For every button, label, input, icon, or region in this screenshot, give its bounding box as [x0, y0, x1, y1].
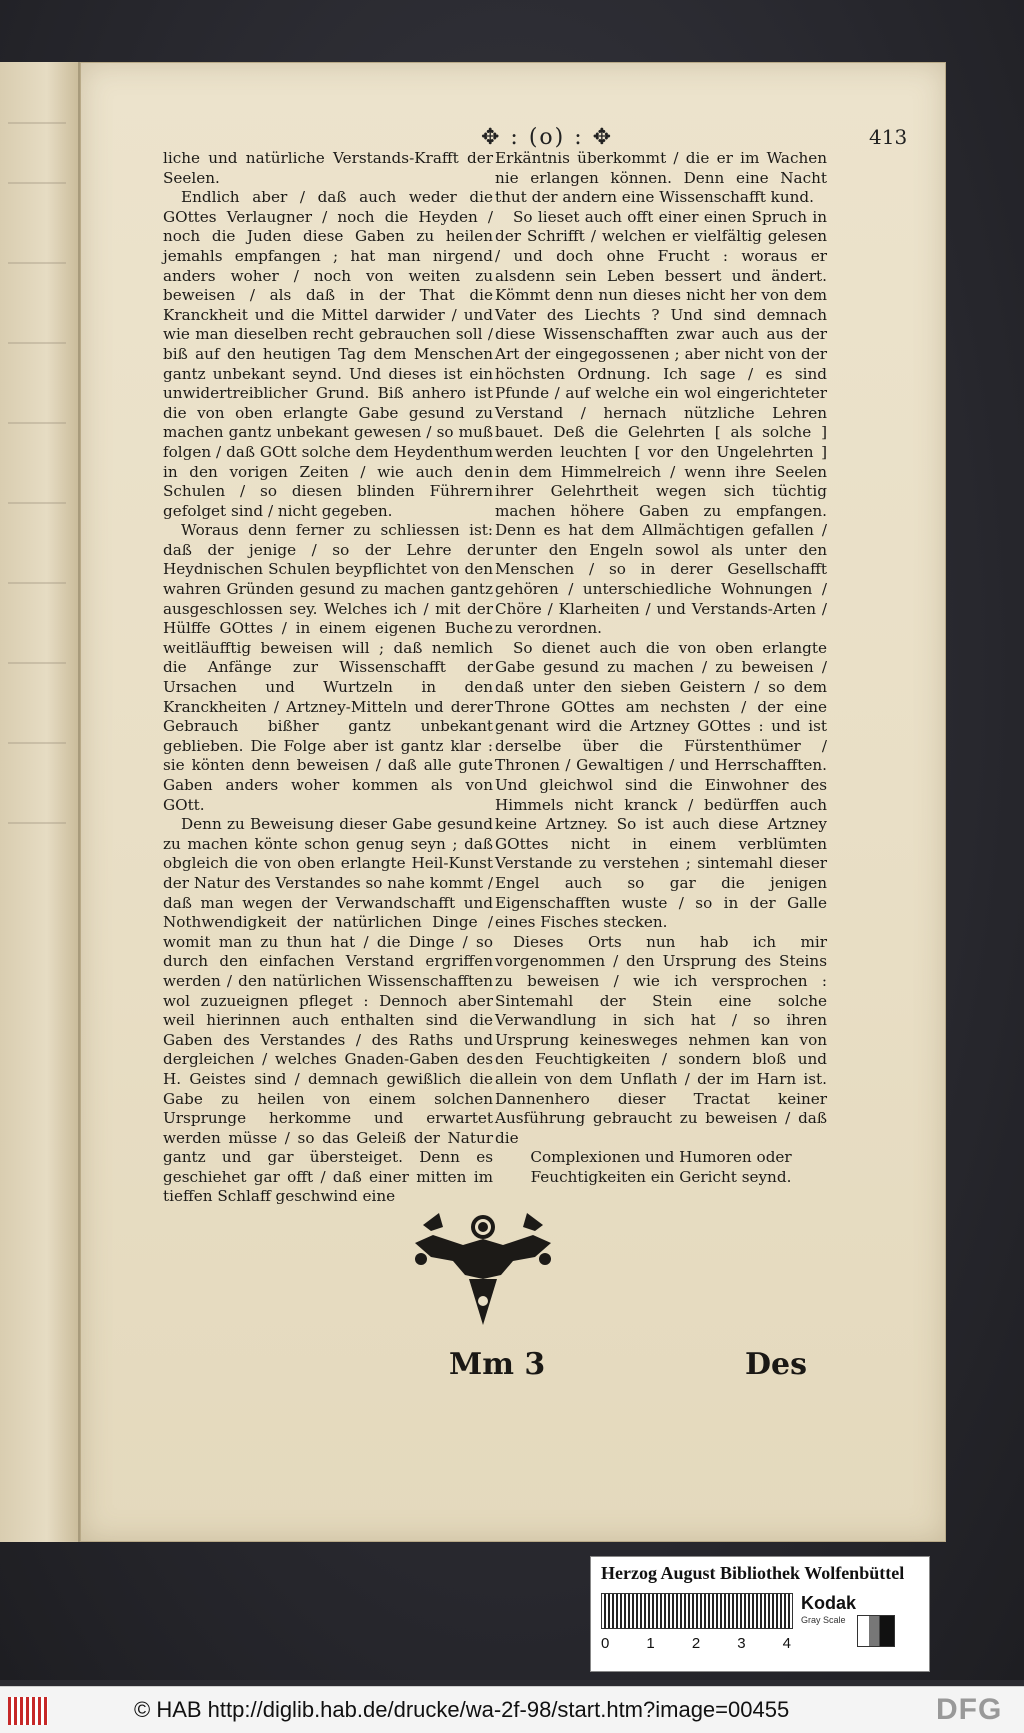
catchword: Des [745, 1347, 807, 1382]
paragraph: Endlich aber / daß auch weder die GOttes Verlaugner / noch die Heyden / noch die Juden diese Gaben zu heilen jemahls empfangen ; hat man nirgend anders woher / noch von weiten zu beweisen / als daß in der That die Kranckheit und die Mittel darwider / und wie man dieselben recht gebrauchen soll / biß auf den heutigen Tag dem Menschen gantz unbekant seynd. Und dieses ist ein unwidertreiblicher Grund. Biß anhero ist die von oben erlangte Gabe gesund zu machen gantz unbekant gewesen / so muß folgen / daß GOtt solche dem Heydenthum in den vorigen Zeiten / wie auch den Schulen / so diesen blinden Führern gefolget sind / nicht gegeben. [163, 188, 493, 520]
paragraph: Dieses Orts nun hab ich mir vorgenommen / den Ursprung des Steins zu beweisen / wie ich versprochen : Sintemahl der Stein eine solche Verwandlung in sich hat / so ihren Ursprung keinesweges nehmen kan von den Feuchtigkeiten / sondern bloß und allein von dem Unflath / der im Harn ist. Dannenhero dieser Tractat keiner Ausführung gebraucht zu beweisen / daß die [495, 932, 827, 1147]
gray-scale-label: Gray Scale [801, 1615, 846, 1625]
paragraph: Denn zu Beweisung dieser Gabe gesund zu machen könte schon genug seyn ; daß obgleich die von oben erlangte Heil-Kunst der Natur des Verstandes so nahe kommt / daß man wegen der Verwandschafft und Nothwendigkeit der natürlichen Dinge / womit man zu thun hat / die Dinge / so durch den einfachen Verstand ergriffen werden / den natürlichen Wissenschafften wol zuzueignen pfleget : Dennoch aber weil hierinnen auch enthalten sind die Gaben des Verstandes / des Raths und dergleichen / welches Gnaden-Gaben des H. Geistes sind / demnach gewißlich die Gabe zu heilen von einem solchen Ursprunge herkomme und erwartet werden müsse / so das Geleiß der Natur gantz und gar übersteiget. Denn es geschiehet gar offt / daß einer mitten im tieffen Schlaff geschwind eine [163, 815, 493, 1206]
page-number: 413 [869, 125, 908, 149]
paragraph: liche und natürliche Verstands-Krafft der Seelen. [163, 149, 493, 187]
closing-lines: Complexionen und Humoren oder Feuchtigkeiten ein Gericht seynd. [530, 1148, 792, 1186]
ruler-scale [601, 1593, 793, 1629]
scale-numbers: 0 1 2 3 4 [601, 1635, 791, 1652]
paragraph: Erkäntnis überkommt / die er im Wachen nie erlangen können. Denn eine Nacht thut der andern eine Wissenschafft kund. [495, 149, 827, 207]
header-ornament: ✥ : (o) : ✥ [481, 125, 614, 150]
paragraph: So dienet auch die von oben erlangte Gabe gesund zu machen / zu beweisen / daß unter den sieben Geistern / so dem Throne GOttes am nechsten / der eine genant wird die Artzney GOttes : und ist derselbe über die Fürstenthümer / Thronen / Gewaltigen / und Herrschafften. Und gleichwol sind die Einwohner des Himmels nicht kranck / bedürffen auch keine Artzney. So ist auch diese Artzney GOttes nicht in einem verblümten Verstande zu verstehen ; sintemahl dieser Engel auch so gar die jenigen Eigenschafften wuste / so in der Galle eines Fisches stecken. [495, 638, 827, 932]
dfg-logo: DFG [936, 1693, 1003, 1726]
barcode-icon [8, 1697, 48, 1725]
book-page [80, 62, 946, 1542]
library-name: Herzog August Bibliothek Wolfenbüttel [601, 1563, 905, 1583]
library-color-card [590, 1556, 930, 1672]
left-text-column [163, 149, 493, 1207]
source-url[interactable]: © HAB http://diglib.hab.de/drucke/wa-2f-98/start.htm?image=00455 [134, 1697, 790, 1722]
footer-bar [0, 1686, 1024, 1733]
paragraph: So lieset auch offt einer einen Spruch in der Schrifft / welchen er vielfältig gelesen / und doch ohne Frucht : woraus er alsdenn sein Leben bessert und ändert. Kömmt denn nun dieses nicht her von dem Vater des Liechts ? Und sind demnach diese Wissenschafften zwar auch aus der Art der eingegossenen ; aber nicht von der höchsten Ordnung. Ich sage / es sind Pfunde / auf welche ein wol eingerichteter Verstand / hernach nützliche Lehren bauet. Deß die Gelehrten [ als solche ] werden leuchten [ vor den Ungelehrten ] in dem Himmelreich / wenn ihre Seelen ihrer Gelehrtheit wegen sich tüchtig machen höhere Gaben zu empfangen. Denn es hat dem Allmächtigen gefallen / unter den Engeln sowol als unter den Menschen / so in derer Gesellschafft gehören / unterschiedliche Wohnungen / Chöre / Klarheiten / und Verstands-Arten / zu verordnen. [495, 207, 827, 638]
paragraph: Woraus denn ferner zu schliessen ist: daß der jenige / so der Lehre der Heydnischen Schulen beypflichtet von den wahren Gründen gesund zu machen gantz ausgeschlossen sey. Welches ich / mit der Hülffe GOttes / in einem eigenen Buche weitläufftig beweisen will ; daß nemlich die Anfänge zur Wissenschafft der Ursachen und Wurtzeln in den Kranckheiten / Artzney-Mitteln und derer Gebrauch bißher gantz unbekant geblieben. Die Folge aber ist gantz klar : sie könten denn beweisen / daß alle gute Gaben anders woher kommen als von GOtt. [163, 521, 493, 814]
kodak-brand: Kodak [801, 1593, 857, 1613]
previous-page-edge [0, 62, 80, 1542]
angel-vignette-icon [403, 1205, 563, 1327]
signature-mark: Mm 3 [449, 1347, 546, 1382]
right-text-column [495, 149, 827, 1187]
gray-patch [857, 1615, 895, 1647]
